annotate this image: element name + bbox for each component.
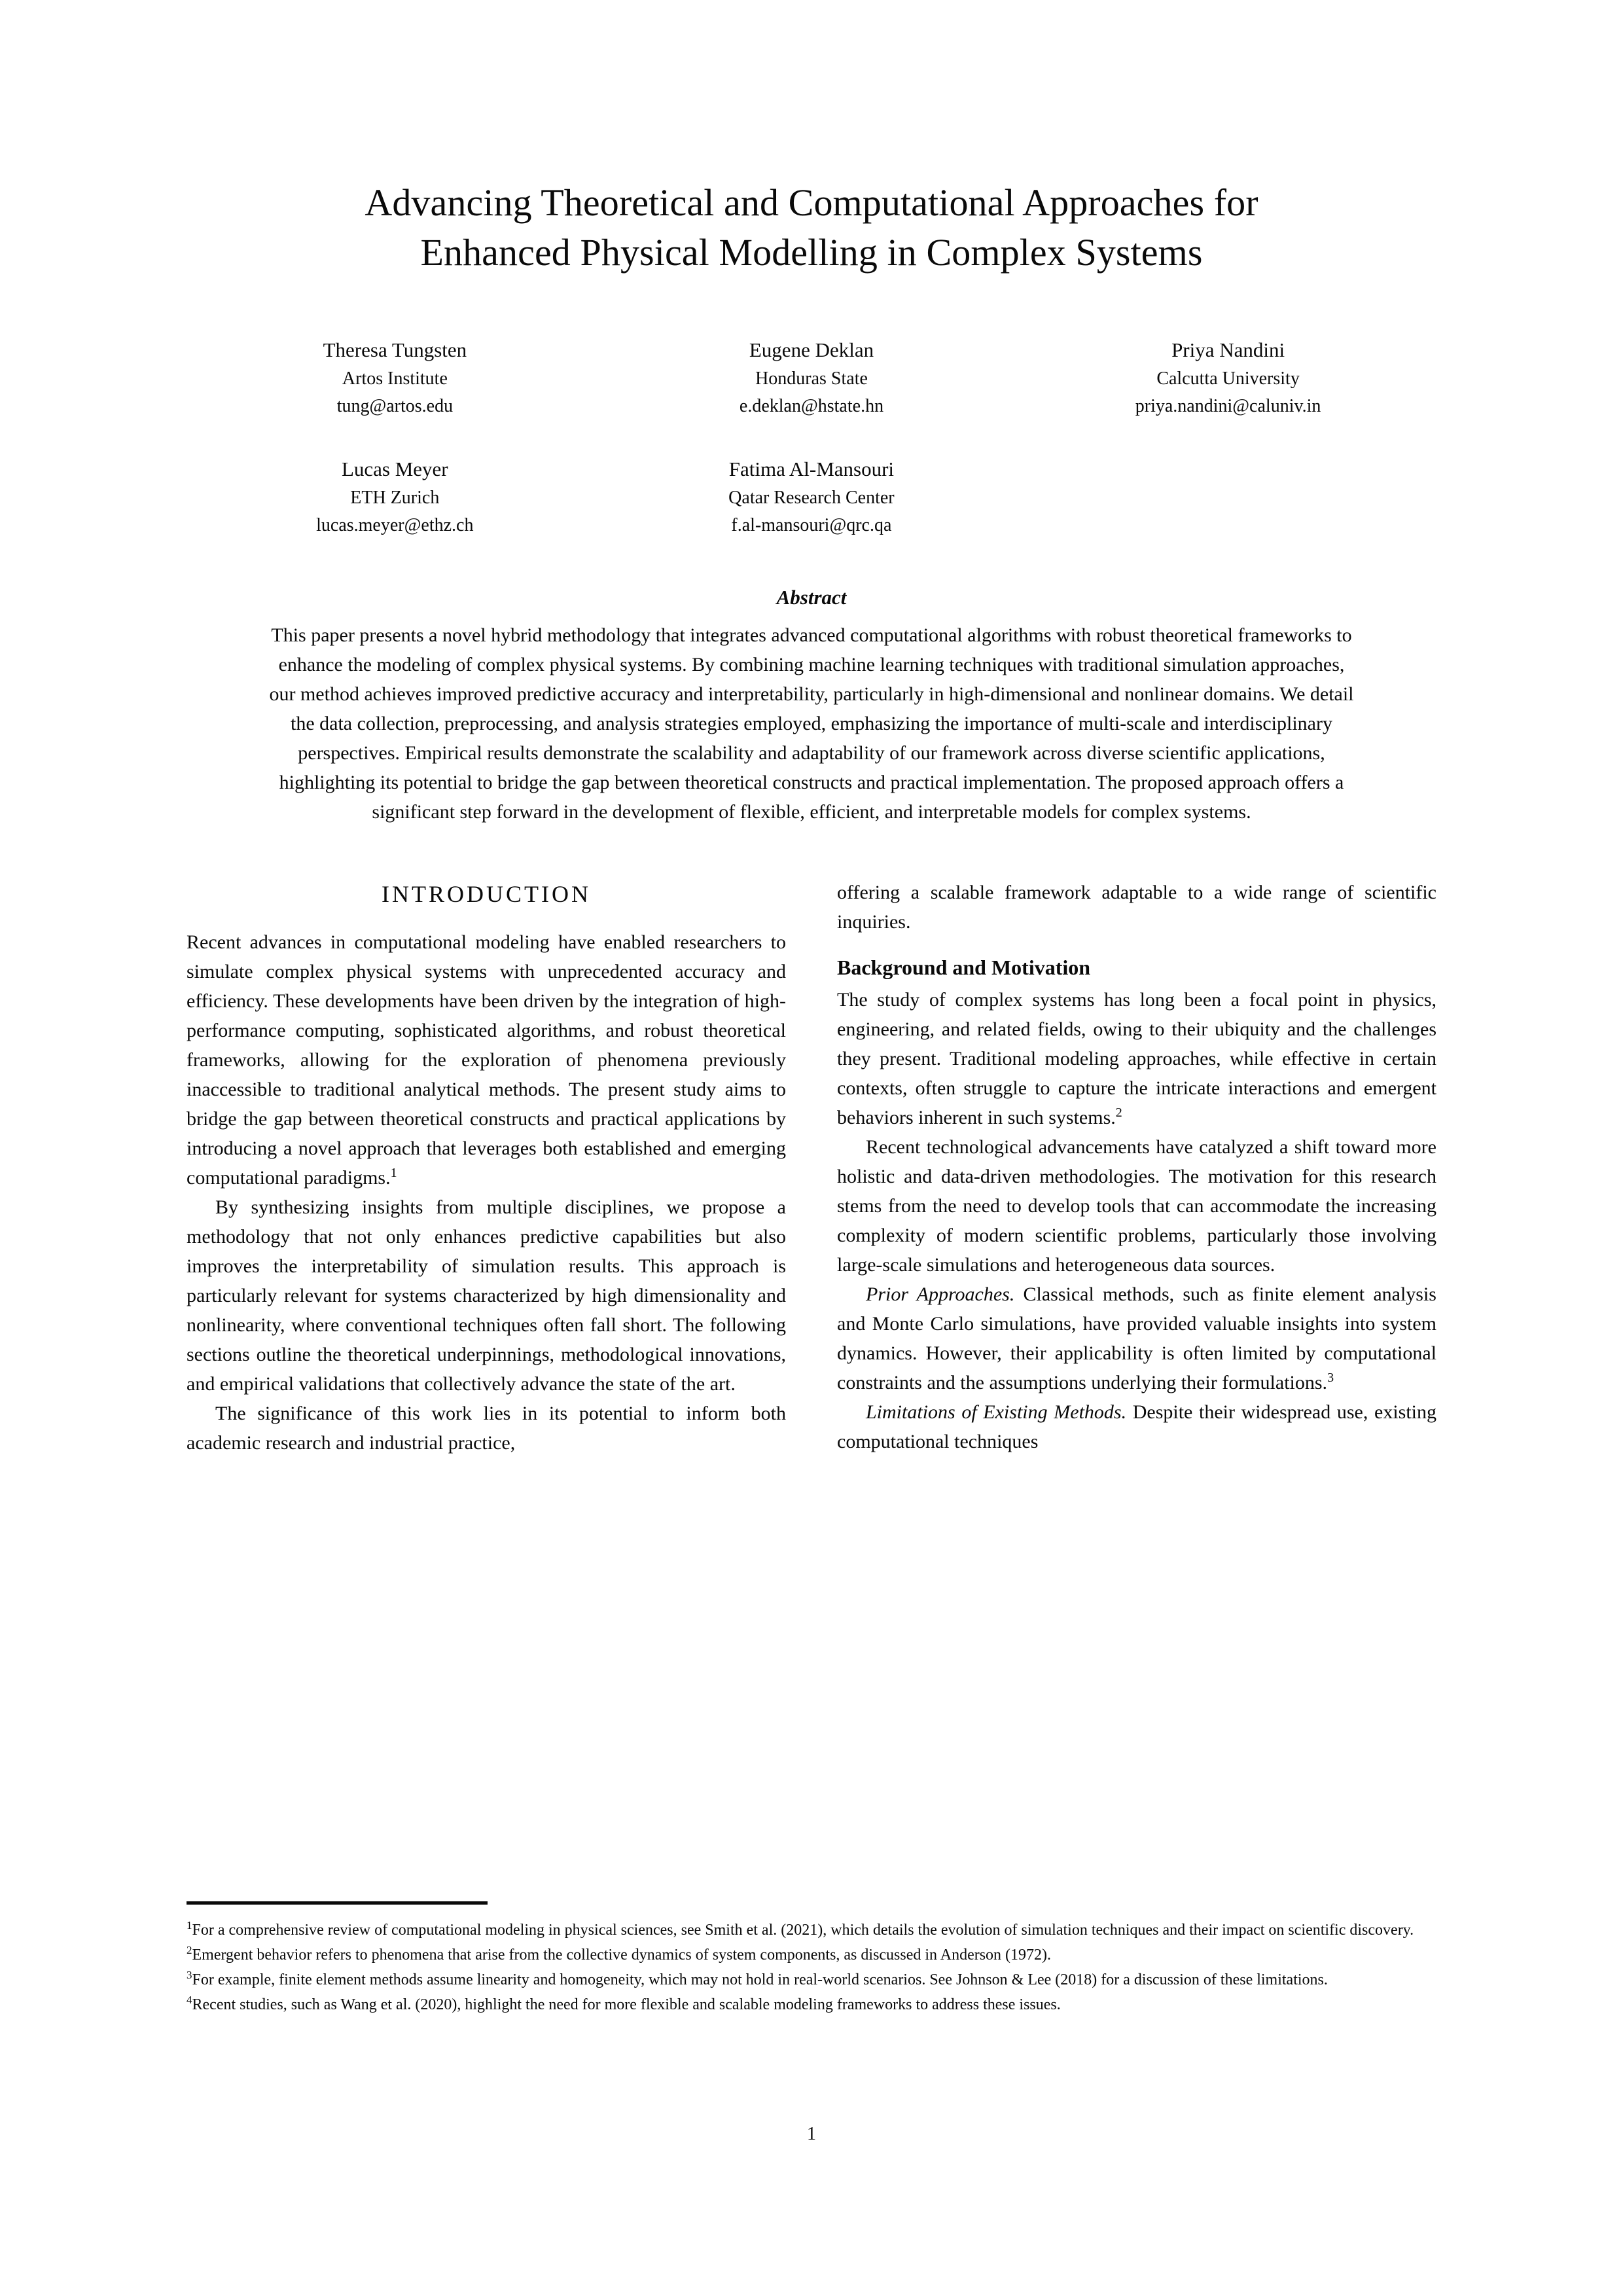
paragraph: [837, 985, 1436, 1132]
author-name: Eugene Deklan: [749, 338, 874, 361]
footnote-text: Recent studies, such as Wang et al. (2020), highlight the need for more flexible and scalable modeling frameworks to address these issues.: [192, 1996, 1061, 2013]
footnotes-section: [187, 1901, 1436, 2018]
author-name: Lucas Meyer: [341, 457, 448, 480]
footnote-marker[interactable]: 1: [390, 1166, 397, 1180]
right-column: [837, 878, 1436, 1458]
author-name: Fatima Al-Mansouri: [728, 457, 895, 480]
footnote-marker[interactable]: 3: [1327, 1371, 1334, 1385]
author-entry-spacer: [1020, 454, 1436, 539]
section-heading-introduction: INTRODUCTION: [382, 881, 591, 907]
footnote-number: 3: [187, 1969, 192, 1981]
title-line-2: Enhanced Physical Modelling in Complex Systems: [420, 231, 1203, 274]
author-row-1: [187, 335, 1436, 420]
footnote-item: [187, 1919, 1436, 1941]
author-entry: [1020, 335, 1436, 420]
author-name: Theresa Tungsten: [323, 338, 467, 361]
author-affiliation: Qatar Research Center: [728, 488, 895, 508]
paragraph-text: Recent advances in computational modeling have enabled researchers to simulate complex physical systems with unprecedented accuracy and efficiency. These developments have been driven by the integration of high-performance computing, sophisticated algorithms, and robust theoretical frameworks, allowing for the exploration of phenomena previously inaccessible to traditional analytical methods. The present study aims to bridge the gap between theoretical constructs and practical applications by introducing a novel approach that leverages both established and emerging computational paradigms.: [187, 931, 786, 1189]
paragraph-text: Despite their widespread use, existing computational techniques: [837, 1401, 1436, 1452]
author-name: Priya Nandini: [1171, 338, 1285, 361]
title-line-1: Advancing Theoretical and Computational Approaches for: [365, 181, 1258, 224]
abstract-section: [187, 583, 1436, 827]
paper-title: [187, 0, 1436, 278]
author-email: f.al-mansouri@qrc.qa: [731, 515, 892, 535]
left-column: [187, 878, 786, 1458]
author-affiliation: ETH Zurich: [350, 488, 440, 508]
footnote-text: Emergent behavior refers to phenomena that arise from the collective dynamics of system components, as discussed in Anderson (1972).: [192, 1946, 1052, 1964]
paragraph: The significance of this work lies in its potential to inform both academic research and industrial practice,: [187, 1403, 786, 1454]
author-email: tung@artos.edu: [336, 396, 454, 416]
footnote-item: [187, 1969, 1436, 1991]
page-number: 1: [807, 2124, 816, 2144]
author-affiliation: Calcutta University: [1156, 368, 1300, 389]
body-columns: [187, 878, 1436, 1458]
author-entry: [603, 454, 1020, 539]
paragraph: [187, 927, 786, 1193]
paragraph: [837, 1280, 1436, 1397]
paragraph: Recent technological advancements have catalyzed a shift toward more holistic and data-driven methodologies. The motivation for this research stems from the need to develop tools that can accommodate the increasing complexity of modern scientific problems, particularly those involving large-scale simulations and heterogeneous data sources.: [837, 1136, 1436, 1276]
paragraph: By synthesizing insights from multiple disciplines, we propose a methodology that not only enhances predictive capabilities but also improves the interpretability of simulation results. This approach is particularly relevant for systems characterized by high dimensionality and nonlinearity, where conventional techniques often fall short. The following sections outline the theoretical underpinnings, methodological innovations, and empirical validations that collectively advance the state of the art.: [187, 1196, 786, 1395]
abstract-body: This paper presents a novel hybrid methodology that integrates advanced computational algorithms with robust theoretical frameworks to enhance the modeling of complex physical systems. By combining machine learning techniques with traditional simulation approaches, our method achieves improved predictive accuracy and interpretability, particularly in high-dimensional and nonlinear domains. We detail the data collection, preprocessing, and analysis strategies employed, emphasizing the importance of multi-scale and interdisciplinary perspectives. Empirical results demonstrate the scalability and adaptability of our framework across diverse scientific applications, highlighting its potential to bridge the gap between theoretical constructs and practical implementation. The proposed approach offers a significant step forward in the development of flexible, efficient, and interpretable models for complex systems.: [269, 624, 1354, 823]
footnote-number: 1: [187, 1919, 192, 1931]
footnote-separator-rule: [187, 1901, 488, 1905]
footnote-item: [187, 1944, 1436, 1966]
paragraph-continuation: offering a scalable framework adaptable to a wide range of scientific inquiries.: [837, 882, 1436, 933]
footnote-number: 2: [187, 1944, 192, 1956]
subsection-heading-background: Background and Motivation: [837, 956, 1091, 979]
runin-heading: Prior Approaches.: [866, 1283, 1015, 1305]
author-row-2: [187, 454, 1436, 539]
paragraph: [837, 1397, 1436, 1456]
author-email: e.deklan@hstate.hn: [739, 396, 884, 416]
author-entry: [187, 335, 603, 420]
footnote-number: 4: [187, 1994, 192, 2006]
author-affiliation: Artos Institute: [342, 368, 448, 389]
paragraph-text: Classical methods, such as finite element analysis and Monte Carlo simulations, have provided valuable insights into system dynamics. However, their applicability is often limited by computational constraints and the assumptions underlying their formulations.: [837, 1283, 1436, 1393]
footnote-item: [187, 1994, 1436, 2016]
page-content: [187, 0, 1436, 1458]
author-email: priya.nandini@caluniv.in: [1135, 396, 1321, 416]
footnote-text: For a comprehensive review of computational modeling in physical sciences, see Smith et al. (2021), which details the evolution of simulation techniques and their impact on scientific discovery.: [192, 1922, 1414, 1939]
runin-heading: Limitations of Existing Methods.: [866, 1401, 1127, 1423]
author-entry: [187, 454, 603, 539]
author-entry: [603, 335, 1020, 420]
author-affiliation: Honduras State: [755, 368, 868, 389]
abstract-heading: Abstract: [776, 586, 847, 609]
paragraph-text: The study of complex systems has long been a focal point in physics, engineering, and related fields, owing to their ubiquity and the challenges they present. Traditional modeling approaches, while effective in certain contexts, often struggle to capture the intricate interactions and emergent behaviors inherent in such systems.: [837, 989, 1436, 1128]
footnote-text: For example, finite element methods assume linearity and homogeneity, which may not hold in real-world scenarios. See Johnson & Lee (2018) for a discussion of these limitations.: [192, 1971, 1328, 1988]
author-block: [187, 335, 1436, 539]
footnote-marker[interactable]: 2: [1115, 1105, 1122, 1120]
author-email: lucas.meyer@ethz.ch: [316, 515, 474, 535]
